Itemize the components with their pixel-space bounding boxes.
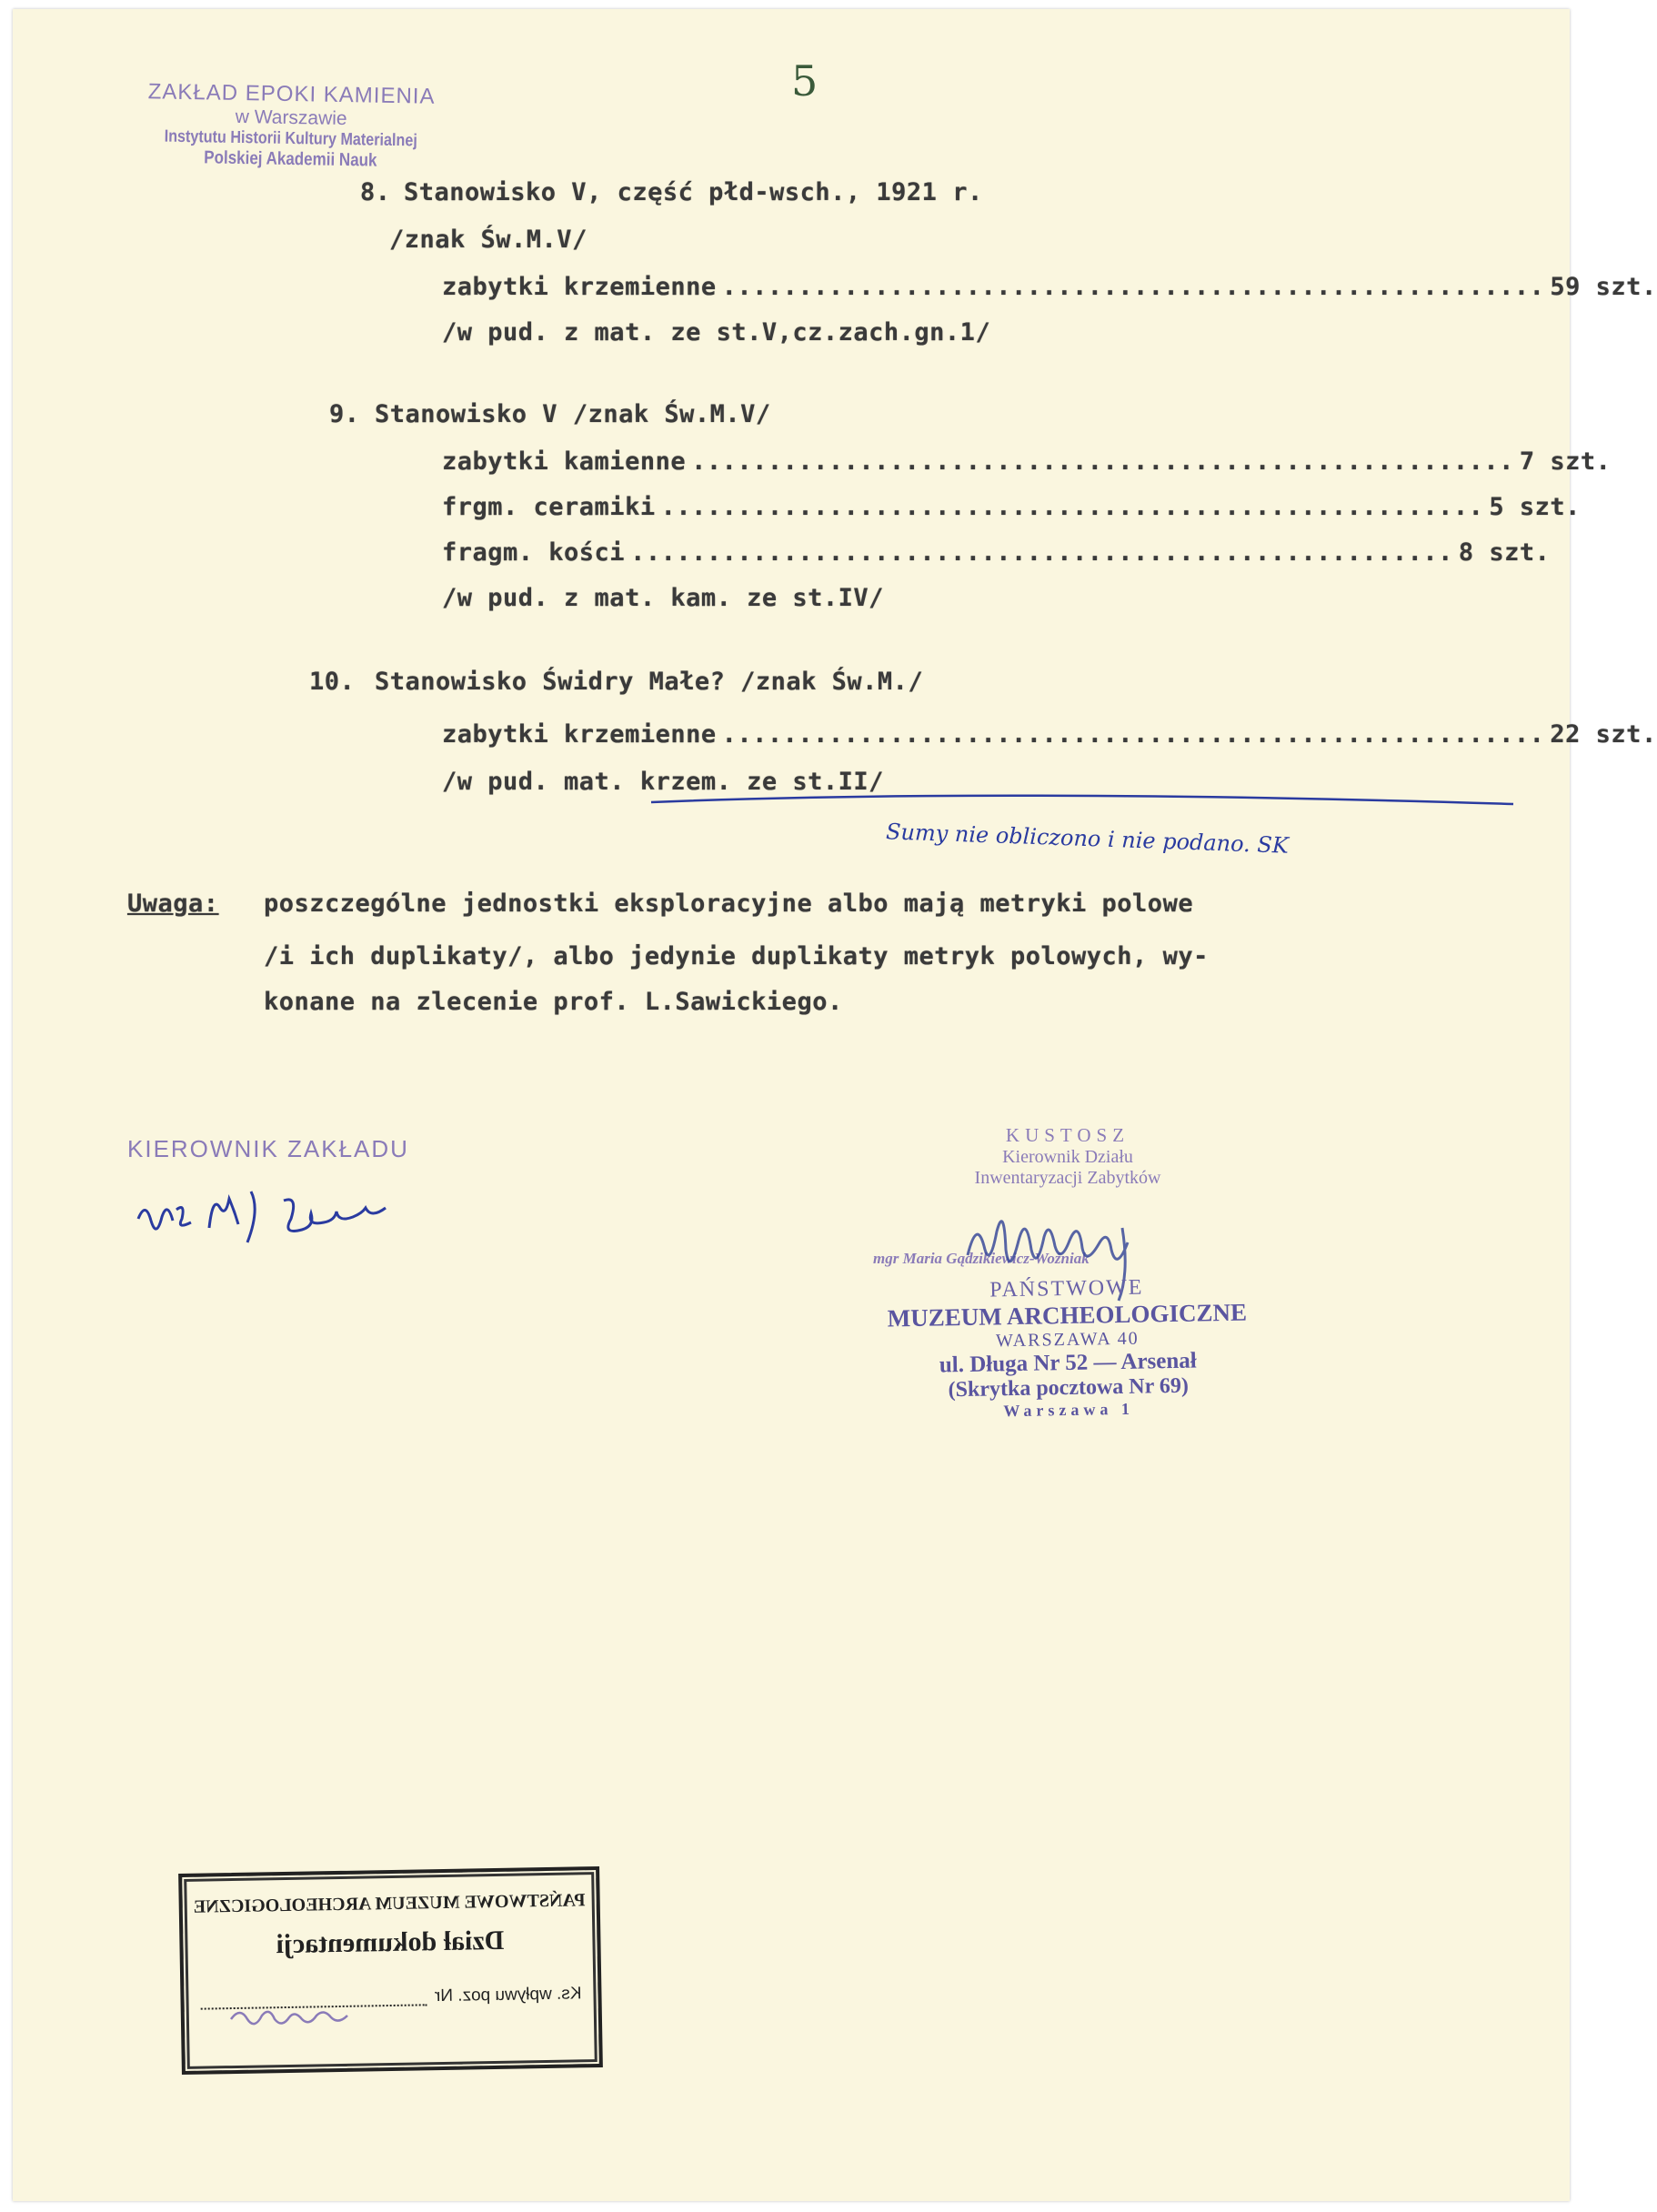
kierownik-signature — [129, 1173, 475, 1255]
kustosz-stamp — [868, 1124, 1268, 1189]
item-label: zabytki kamienne — [442, 447, 687, 476]
remark-line-2: /i ich duplikaty/, albo jedynie duplikaty metryk polowych, wy- — [264, 942, 1209, 970]
entry-8-note: /w pud. z mat. ze st.V,cz.zach.gn.1/ — [442, 318, 991, 347]
item-qty: 5 szt. — [1489, 493, 1581, 521]
item-label: fragm. kości — [442, 538, 626, 567]
remark-line-1: poszczególne jednostki eksploracyjne albo mają metryki polowe — [264, 890, 1194, 918]
entry-8-item-1 — [442, 273, 1657, 301]
remark-label: Uwaga: — [127, 890, 219, 918]
entry-8-sign: /znak Św.M.V/ — [389, 226, 587, 254]
institute-stamp-line4: Polskiej Akademii Nauk — [204, 147, 377, 171]
entry-10-title: Stanowisko Świdry Małe? /znak Św.M./ — [375, 668, 924, 696]
entry-8-title: Stanowisko V, część płd-wsch., 1921 r. — [404, 178, 983, 206]
leader-dots: ...................................................... — [660, 493, 1484, 521]
entry-9-title: Stanowisko V /znak Św.M.V/ — [375, 400, 771, 428]
item-qty: 7 szt. — [1519, 447, 1612, 476]
leader-dots: ...................................................... — [721, 720, 1545, 749]
entry-10-note: /w pud. mat. krzem. ze st.II/ — [442, 768, 884, 796]
item-label: zabytki krzemienne — [442, 720, 717, 749]
doc-stamp-line3: Ks. wpływu poz. Nr — [434, 1984, 582, 2006]
kustosz-line2: Kierownik Działu — [1002, 1147, 1133, 1167]
doc-stamp-line1: PAŃSTWOWE MUZEUM ARCHEOLOGICZNE — [193, 1890, 586, 1917]
museum-line6: Warszawa 1 — [1003, 1399, 1135, 1421]
document-page — [13, 9, 1657, 2201]
leader-dots: ...................................................... — [630, 538, 1453, 567]
doc-stamp-line2: Dział dokumentacji — [276, 1925, 505, 1960]
institute-stamp-line1: ZAKŁAD EPOKI KAMIENIA — [147, 79, 436, 109]
doc-stamp-handwriting — [222, 1997, 404, 2034]
museum-line2: MUZEUM ARCHEOLOGICZNE — [887, 1298, 1248, 1332]
documentation-stamp — [178, 1866, 603, 2075]
entry-10-item-1 — [442, 720, 1657, 749]
kustosz-name: mgr Maria Gądzikiewicz-Woźniak — [873, 1250, 1090, 1267]
item-qty: 22 szt. — [1550, 720, 1657, 749]
kierownik-title: KIEROWNIK ZAKŁADU — [127, 1135, 409, 1162]
item-qty: 8 szt. — [1458, 538, 1551, 567]
kustosz-line3: Inwentaryzacji Zabytków — [974, 1168, 1161, 1188]
institute-stamp-line2: w Warszawie — [235, 106, 347, 130]
leader-dots: ...................................................... — [721, 273, 1545, 301]
entry-9-item-3 — [442, 538, 1551, 567]
entry-9-item-2 — [442, 493, 1581, 521]
museum-line3: WARSZAWA 40 — [995, 1328, 1140, 1352]
museum-line5: (Skrytka pocztowa Nr 69) — [948, 1373, 1190, 1403]
entry-9-number: 9. — [329, 400, 360, 428]
kustosz-line1: KUSTOSZ — [1005, 1124, 1130, 1146]
leader-dots: ...................................................... — [691, 447, 1514, 476]
museum-line1: PAŃSTWOWE — [989, 1275, 1144, 1302]
item-qty: 59 szt. — [1550, 273, 1657, 301]
remark-line-3: konane na zlecenie prof. L.Sawickiego. — [264, 988, 843, 1016]
item-label: frgm. ceramiki — [442, 493, 656, 521]
museum-line4: ul. Długa Nr 52 — Arsenał — [939, 1348, 1197, 1378]
entry-9-item-1 — [442, 447, 1612, 476]
entry-9-note: /w pud. z mat. kam. ze st.IV/ — [442, 584, 884, 612]
item-label: zabytki krzemienne — [442, 273, 717, 301]
handwritten-note: Sumy nie obliczono i nie podano. SK — [885, 819, 1290, 859]
ink-underline — [649, 782, 1522, 819]
entry-8-number: 8. — [360, 178, 391, 206]
page-number: 5 — [791, 56, 818, 106]
entry-10-number: 10. — [309, 668, 356, 696]
museum-stamp — [858, 1273, 1279, 1423]
institute-stamp — [99, 78, 483, 173]
institute-stamp-line3: Instytutu Historii Kultury Materialnej — [164, 126, 417, 151]
